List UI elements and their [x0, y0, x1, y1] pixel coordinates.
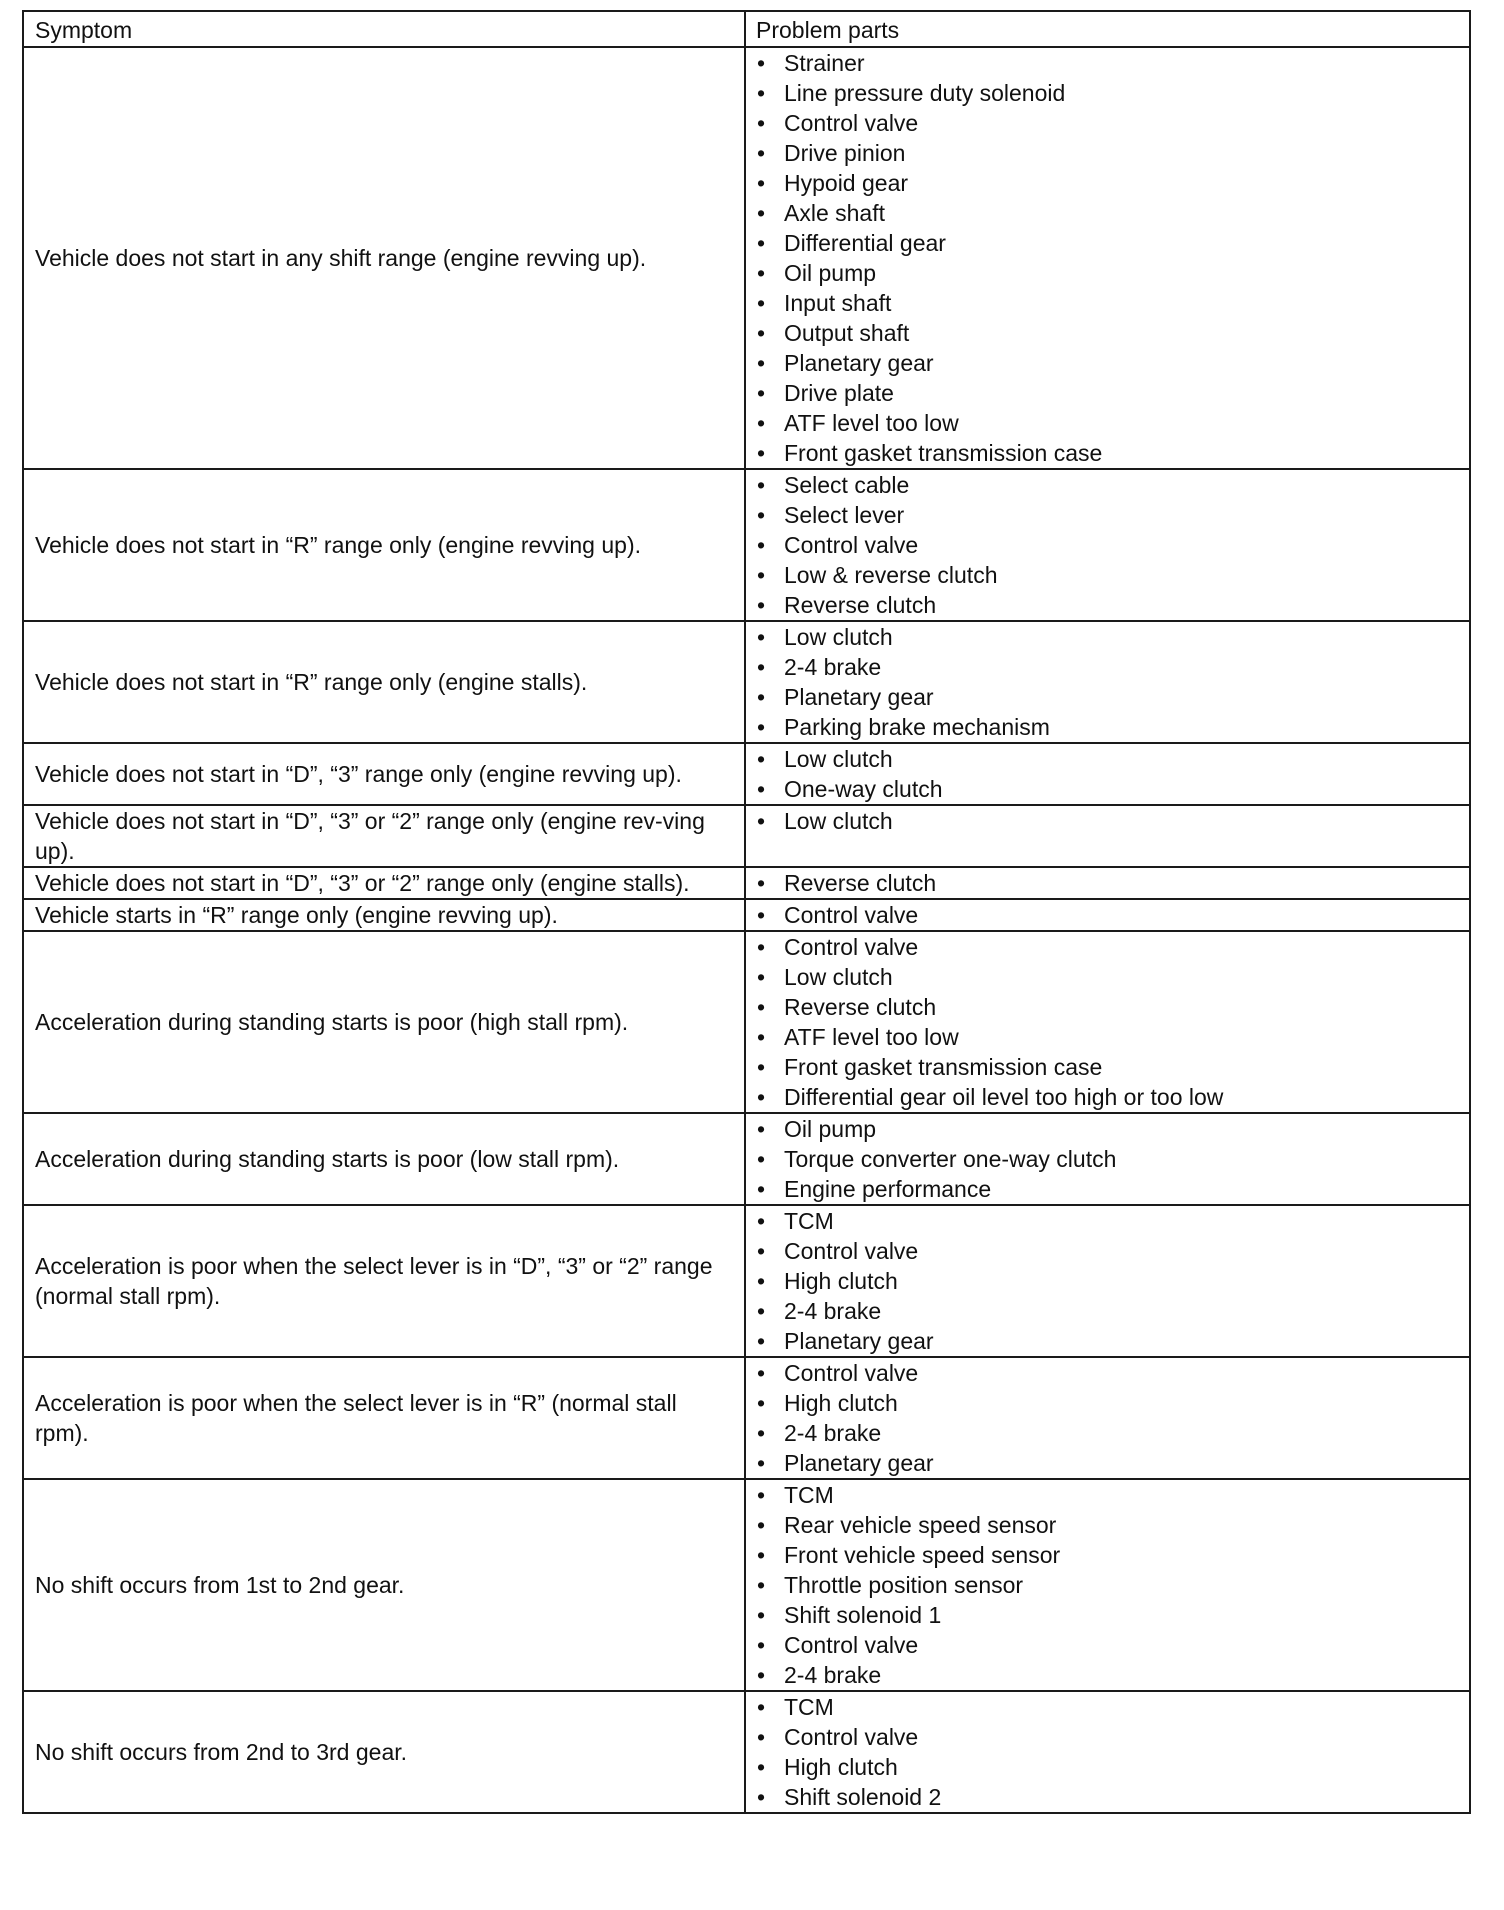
problem-parts-cell: [745, 899, 1470, 931]
problem-part-item: • TCM: [754, 1692, 1459, 1722]
symptom-cell: Vehicle does not start in any shift range (engine revving up).: [23, 47, 745, 469]
problem-part-item: • Planetary gear: [754, 1448, 1459, 1478]
header-problem-parts: Problem parts: [745, 11, 1470, 47]
problem-part-item: • Control valve: [754, 1358, 1459, 1388]
problem-part-item: • Torque converter one-way clutch: [754, 1144, 1459, 1174]
problem-part-item: • 2-4 brake: [754, 1660, 1459, 1690]
problem-part-item: • Strainer: [754, 48, 1459, 78]
problem-part-item: • Front gasket transmission case: [754, 438, 1459, 468]
symptom-cell: No shift occurs from 1st to 2nd gear.: [23, 1479, 745, 1691]
problem-part-item: • Differential gear oil level too high or too low: [754, 1082, 1459, 1112]
problem-parts-list: [754, 744, 1459, 804]
problem-parts-list: [754, 1358, 1459, 1478]
table-row: [23, 1113, 1470, 1205]
problem-part-item: • Reverse clutch: [754, 868, 1459, 898]
symptom-cell: Acceleration is poor when the select lever is in “R” (normal stall rpm).: [23, 1357, 745, 1479]
problem-part-item: • 2-4 brake: [754, 652, 1459, 682]
problem-part-item: • Engine performance: [754, 1174, 1459, 1204]
problem-part-item: • Low clutch: [754, 962, 1459, 992]
table-row: [23, 1357, 1470, 1479]
problem-parts-list: [754, 900, 1459, 930]
header-symptom: Symptom: [23, 11, 745, 47]
symptom-cell: Acceleration during standing starts is poor (high stall rpm).: [23, 931, 745, 1113]
problem-part-item: • Rear vehicle speed sensor: [754, 1510, 1459, 1540]
problem-part-item: • Control valve: [754, 108, 1459, 138]
table-row: [23, 1691, 1470, 1813]
problem-parts-list: [754, 806, 1459, 836]
problem-part-item: • High clutch: [754, 1752, 1459, 1782]
problem-part-item: • ATF level too low: [754, 408, 1459, 438]
table-row: [23, 867, 1470, 899]
problem-part-item: • Planetary gear: [754, 348, 1459, 378]
header-row: [23, 11, 1470, 47]
problem-part-item: • Control valve: [754, 1722, 1459, 1752]
problem-parts-cell: [745, 805, 1470, 867]
problem-part-item: • Input shaft: [754, 288, 1459, 318]
problem-parts-list: [754, 1114, 1459, 1204]
problem-part-item: • Planetary gear: [754, 1326, 1459, 1356]
problem-part-item: • High clutch: [754, 1266, 1459, 1296]
symptom-table: [22, 10, 1471, 1814]
problem-parts-cell: [745, 1479, 1470, 1691]
problem-parts-cell: [745, 1357, 1470, 1479]
symptom-cell: Vehicle does not start in “D”, “3” or “2” range only (engine rev-ving up).: [23, 805, 745, 867]
symptom-cell: Vehicle does not start in “D”, “3” or “2” range only (engine stalls).: [23, 867, 745, 899]
table-row: [23, 1205, 1470, 1357]
table-row: [23, 469, 1470, 621]
problem-parts-list: [754, 1206, 1459, 1356]
problem-part-item: • Select lever: [754, 500, 1459, 530]
problem-parts-cell: [745, 931, 1470, 1113]
problem-part-item: • Low clutch: [754, 622, 1459, 652]
problem-part-item: • TCM: [754, 1206, 1459, 1236]
problem-part-item: • Drive pinion: [754, 138, 1459, 168]
problem-parts-cell: [745, 1113, 1470, 1205]
problem-part-item: • Control valve: [754, 1236, 1459, 1266]
problem-part-item: • Axle shaft: [754, 198, 1459, 228]
problem-part-item: • Shift solenoid 2: [754, 1782, 1459, 1812]
problem-parts-cell: [745, 469, 1470, 621]
problem-part-item: • Hypoid gear: [754, 168, 1459, 198]
problem-parts-cell: [745, 867, 1470, 899]
table-row: [23, 931, 1470, 1113]
problem-part-item: • Control valve: [754, 530, 1459, 560]
problem-part-item: • Control valve: [754, 900, 1459, 930]
symptom-cell: Vehicle does not start in “R” range only (engine revving up).: [23, 469, 745, 621]
problem-parts-list: [754, 868, 1459, 898]
problem-part-item: • Drive plate: [754, 378, 1459, 408]
problem-part-item: • 2-4 brake: [754, 1418, 1459, 1448]
problem-part-item: • Front vehicle speed sensor: [754, 1540, 1459, 1570]
symptom-cell: Acceleration during standing starts is poor (low stall rpm).: [23, 1113, 745, 1205]
problem-part-item: • 2-4 brake: [754, 1296, 1459, 1326]
problem-part-item: • Reverse clutch: [754, 992, 1459, 1022]
problem-parts-list: [754, 470, 1459, 620]
table-header: [23, 11, 1470, 47]
problem-parts-cell: [745, 1205, 1470, 1357]
table-row: [23, 621, 1470, 743]
problem-part-item: • Control valve: [754, 1630, 1459, 1660]
problem-part-item: • Differential gear: [754, 228, 1459, 258]
problem-parts-list: [754, 1692, 1459, 1812]
problem-parts-list: [754, 48, 1459, 468]
problem-part-item: • Reverse clutch: [754, 590, 1459, 620]
problem-parts-list: [754, 932, 1459, 1112]
problem-parts-cell: [745, 1691, 1470, 1813]
problem-part-item: • Low clutch: [754, 806, 1459, 836]
problem-parts-list: [754, 622, 1459, 742]
problem-parts-cell: [745, 621, 1470, 743]
problem-part-item: • Control valve: [754, 932, 1459, 962]
problem-part-item: • Oil pump: [754, 258, 1459, 288]
problem-part-item: • ATF level too low: [754, 1022, 1459, 1052]
symptom-cell: Vehicle does not start in “R” range only (engine stalls).: [23, 621, 745, 743]
problem-part-item: • Oil pump: [754, 1114, 1459, 1144]
table-row: [23, 47, 1470, 469]
problem-parts-cell: [745, 743, 1470, 805]
problem-part-item: • Low clutch: [754, 744, 1459, 774]
problem-part-item: • Shift solenoid 1: [754, 1600, 1459, 1630]
problem-part-item: • High clutch: [754, 1388, 1459, 1418]
problem-part-item: • Output shaft: [754, 318, 1459, 348]
table-row: [23, 805, 1470, 867]
problem-part-item: • Front gasket transmission case: [754, 1052, 1459, 1082]
problem-part-item: • Planetary gear: [754, 682, 1459, 712]
table-row: [23, 1479, 1470, 1691]
table-row: [23, 899, 1470, 931]
problem-part-item: • Line pressure duty solenoid: [754, 78, 1459, 108]
symptom-cell: No shift occurs from 2nd to 3rd gear.: [23, 1691, 745, 1813]
problem-part-item: • Low & reverse clutch: [754, 560, 1459, 590]
table-row: [23, 743, 1470, 805]
problem-part-item: • TCM: [754, 1480, 1459, 1510]
table-body: [23, 47, 1470, 1813]
problem-part-item: • Throttle position sensor: [754, 1570, 1459, 1600]
symptom-cell: Acceleration is poor when the select lever is in “D”, “3” or “2” range (normal stall rpm).: [23, 1205, 745, 1357]
symptom-cell: Vehicle starts in “R” range only (engine revving up).: [23, 899, 745, 931]
problem-part-item: • Parking brake mechanism: [754, 712, 1459, 742]
problem-parts-cell: [745, 47, 1470, 469]
problem-part-item: • Select cable: [754, 470, 1459, 500]
symptom-cell: Vehicle does not start in “D”, “3” range only (engine revving up).: [23, 743, 745, 805]
problem-part-item: • One-way clutch: [754, 774, 1459, 804]
problem-parts-list: [754, 1480, 1459, 1690]
